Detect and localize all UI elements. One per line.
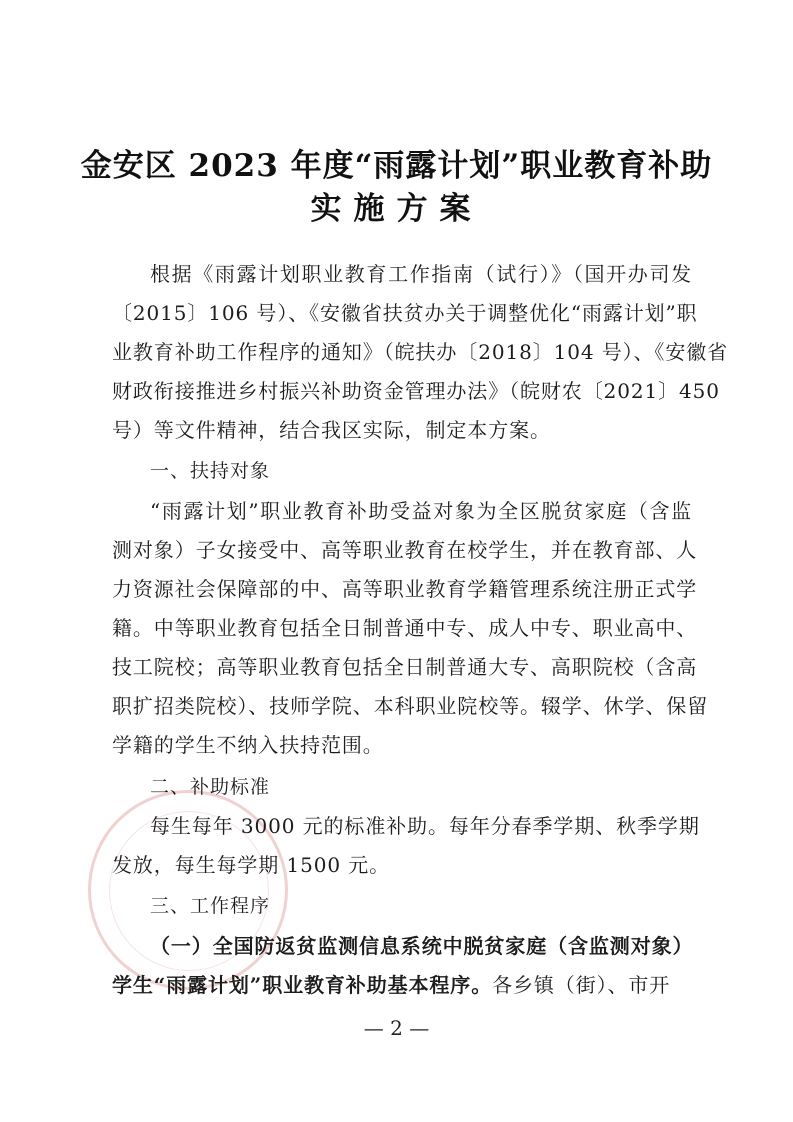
bold-lead-text: 学生“雨露计划”职业教育补助基本程序。 <box>112 973 493 997</box>
paragraph-line: 职扩招类院校）、技师学院、本科职业院校等。辍学、休学、保留 <box>112 694 709 718</box>
paragraph-line: 业教育补助工作程序的通知》（皖扶办〔2018〕104 号）、《安徽省 <box>112 340 729 364</box>
paragraph-line: 测对象）子女接受中、高等职业教育在校学生，并在教育部、人 <box>112 538 698 562</box>
paragraph-line: 技工院校；高等职业教育包括全日制普通大专、高职院校（含高 <box>112 655 698 679</box>
section-heading: 一、扶持对象 <box>150 460 271 482</box>
paragraph-line: 籍。中等职业教育包括全日制普通中专、成人中专、职业高中、 <box>112 616 698 640</box>
paragraph-line: 〔2015〕106 号）、《安徽省扶贫办关于调整优化“雨露计划”职 <box>112 301 698 325</box>
paragraph-line <box>112 971 692 999</box>
page-number: — 2 — <box>363 1016 430 1040</box>
paragraph-line: 学籍的学生不纳入扶持范围。 <box>112 733 384 757</box>
section-heading: 三、工作程序 <box>150 895 271 917</box>
document-title-line1: 金安区 2023 年度“雨露计划”职业教育补助 <box>80 148 713 184</box>
section-heading: 二、补助标准 <box>150 776 271 798</box>
paragraph-line: 财政衔接推进乡村振兴补助资金管理办法》（皖财农〔2021〕450 <box>112 379 720 403</box>
paragraph-line: 每生每年 3000 元的标准补助。每年分春季学期、秋季学期 <box>150 814 700 838</box>
document-title-line2: 实施方案 <box>310 191 483 227</box>
paragraph-line: 号）等文件精神，结合我区实际，制定本方案。 <box>112 418 551 442</box>
paragraph-line: 发放，每生每学期 1500 元。 <box>112 853 391 877</box>
paragraph-line: “雨露计划”职业教育补助受益对象为全区脱贫家庭（含监 <box>150 499 692 523</box>
paragraph-line: （一）全国防返贫监测信息系统中脱贫家庭（含监测对象） <box>150 934 694 958</box>
paragraph-text: 各乡镇（街）、市开 <box>492 973 671 997</box>
paragraph-line: 力资源社会保障部的中、高等职业教育学籍管理系统注册正式学 <box>112 577 698 601</box>
paragraph-line: 根据《雨露计划职业教育工作指南（试行）》（国开办司发 <box>150 262 692 286</box>
